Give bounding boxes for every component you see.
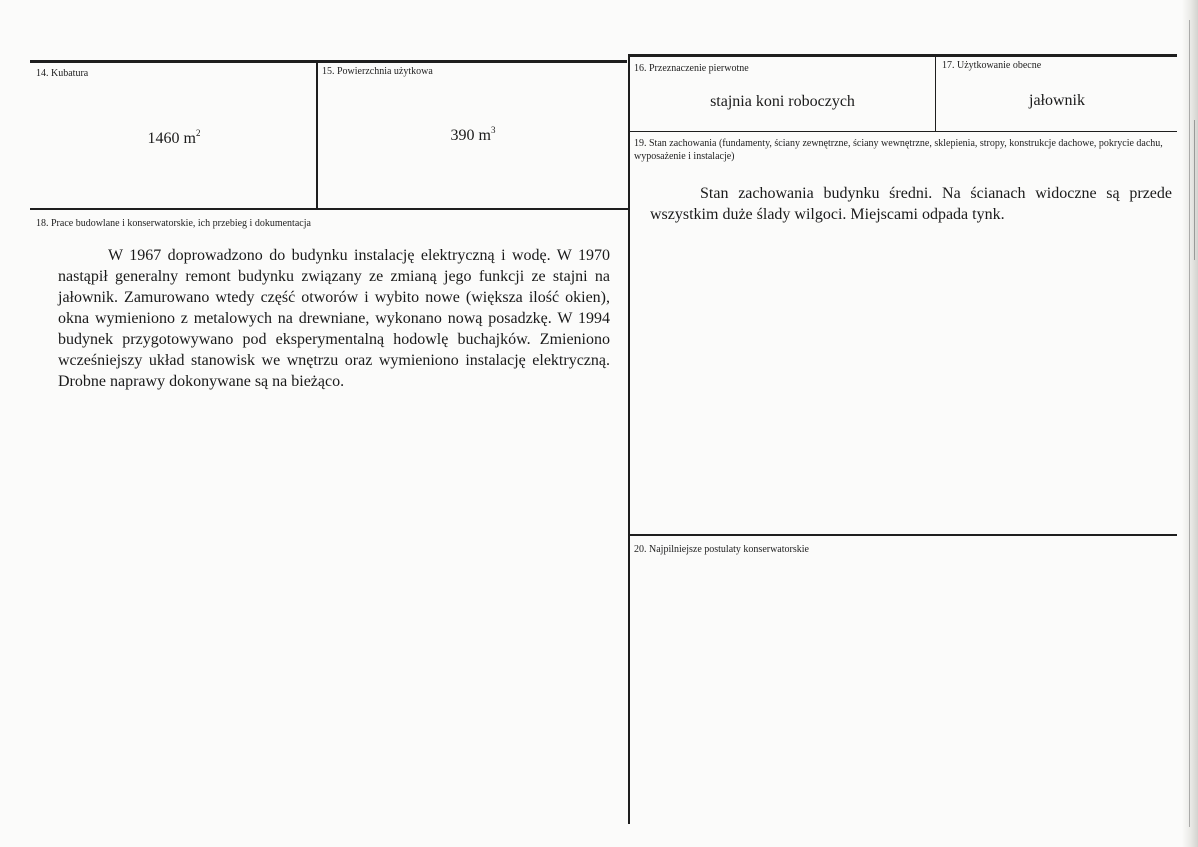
field-16-label: 16. Przeznaczenie pierwotne	[634, 63, 749, 74]
field-20-label: 20. Najpilniejsze postulaty konserwatorskie	[634, 544, 809, 555]
field-17-value: jałownik	[1029, 92, 1085, 109]
field-17-label: 17. Użytkowanie obecne	[942, 60, 1042, 71]
field-14-value	[32, 130, 316, 148]
page-edge-line-short	[1194, 120, 1195, 260]
field-14-unit-sup: 2	[195, 128, 201, 138]
field-15-unit-sup: 3	[490, 125, 496, 135]
field-15-label: 15. Powierzchnia użytkowa	[322, 66, 433, 77]
field-14-label: 14. Kubatura	[36, 68, 89, 79]
field-19-label: 19. Stan zachowania (fundamenty, ściany zewnętrzne, ściany wewnętrzne, sklepienia, stropy, konstrukcje dachowe, pokrycie dachu, wyposażenie i instalacje)	[634, 138, 1163, 162]
field-18-text: W 1967 doprowadzono do budynku instalację elektryczną i wodę. W 1970 nastąpił generalny remont budynku związany ze zmianą jego funkcji ze stajni na jałownik. Zamurowano wtedy część otworów i wybito nowe (większa ilość okien), okna wymieniono z metalowych na drewniane, wykonano nową posadzkę. W 1994 budynek przygotowywano pod eksperymentalną hodowlę buchajków. Zmieniono wcześniejszy układ stanowisk we wnętrzu oraz wymieniono instalację elektryczną. Drobne naprawy dokonywane są na bieżąco.	[58, 247, 610, 390]
rule-above-18	[30, 208, 628, 210]
field-18-label: 18. Prace budowlane i konserwatorskie, ich przebieg i dokumentacja	[36, 218, 311, 229]
top-rule-right	[628, 54, 1177, 57]
field-15-value	[318, 127, 628, 145]
top-rule-left	[30, 60, 627, 63]
center-divider	[628, 56, 630, 824]
page-edge-shadow	[1182, 0, 1198, 847]
rule-above-19	[628, 131, 1177, 132]
divider-16-17	[935, 56, 936, 132]
rule-above-20	[628, 534, 1177, 536]
field-16-value: stajnia koni roboczych	[710, 93, 855, 110]
field-19-text: Stan zachowania budynku średni. Na ścianach widoczne są przede wszystkim duże ślady wilgoci. Miejscami odpada tynk.	[650, 185, 1172, 223]
page-edge-line	[1189, 20, 1190, 827]
field-14-value-text: 1460 m	[147, 130, 196, 147]
field-15-value-text: 390 m	[450, 127, 491, 144]
